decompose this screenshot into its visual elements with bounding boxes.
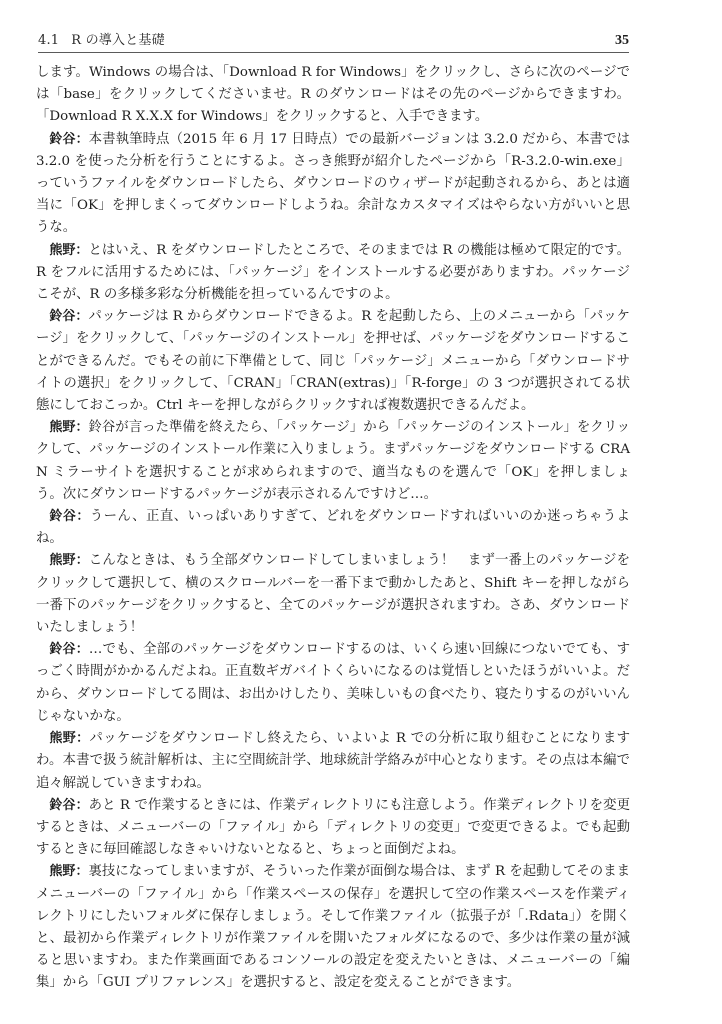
dialog-paragraph: [36, 795, 630, 862]
paragraph-text: …でも、全部のパッケージをダウンロードするのは、いくら速い回線につないでても、すっごく時間がかかるんだよね。正直数ギガバイトくらいになるのは覚悟しといたほうがいいよ。だから、ダウンロードしてる間は、お出かけしたり、美味しいもの食べたり、寝たりするのがいいんじゃないかな。: [36, 642, 630, 724]
speaker-separator: ：: [75, 420, 89, 436]
dialog-paragraph: [36, 240, 630, 307]
speaker-name: 熊野: [49, 731, 77, 747]
page-number: 35: [615, 33, 629, 48]
dialog-paragraph: [36, 306, 630, 417]
speaker-name: 熊野: [49, 420, 76, 436]
body-text: [36, 62, 630, 995]
dialog-paragraph: [36, 728, 630, 795]
dialog-paragraph: [36, 861, 630, 994]
paragraph-text: こんなときは、もう全部ダウンロードしてしまいましょう！ まず一番上のパッケージをクリックして選択して、横のスクロールバーを一番下まで動かしたあと、Shift キーを押しながら一番下のパッケージをクリックすると、全てのパッケージが選択されますわ。さあ、ダウンロードいたしましょう！: [36, 553, 630, 636]
speaker-name: 鈴谷: [49, 642, 76, 658]
dialog-paragraph: [36, 129, 630, 240]
speaker-separator: ：: [75, 864, 89, 880]
paragraph-text: あと R で作業するときには、作業ディレクトリにも注意しよう。作業ディレクトリを変更するときは、メニューバーの「ファイル」から「ディレクトリの変更」で変更できるよ。でも起動するときに毎回確認しなきゃいけないとなると、ちょっと面倒だよね。: [36, 797, 630, 858]
paragraph-continuation: [36, 62, 630, 129]
speaker-separator: ：: [75, 797, 89, 813]
dialog-paragraph: [36, 639, 630, 728]
speaker-name: 熊野: [49, 864, 76, 880]
speaker-separator: ：: [75, 242, 89, 258]
page-header: [38, 30, 629, 53]
section-title: R の導入と基礎: [71, 33, 165, 48]
dialog-paragraph: [36, 417, 630, 506]
speaker-name: 鈴谷: [49, 509, 77, 525]
section-number: 4.1: [38, 33, 60, 48]
dialog-paragraph: [36, 550, 630, 639]
paragraph-text: とはいえ、R をダウンロードしたところで、そのままでは R の機能は極めて限定的です。R をフルに活用するためには、「パッケージ」をインストールする必要がありますわ。パッケージこそが、R の多様多彩な分析機能を担っているんですのよ。: [36, 242, 630, 303]
paragraph-text: します。Windows の場合は、「Download R for Windows」をクリックし、さらに次のページでは「base」をクリックしてくださいませ。R のダウンロードはその先のページからできますわ。「Download R X.X.X for Windows」をクリックすると、入手できます。: [36, 65, 630, 125]
paragraph-text: パッケージは R からダウンロードできるよ。R を起動したら、上のメニューから「パッケージ」をクリックして、「パッケージのインストール」を押せば、パッケージをダウンロードすることができるんだ。でもその前に下準備として、同じ「パッケージ」メニューから「ダウンロードサイトの選択」をクリックして、「CRAN」「CRAN(extras)」「R-forge」の 3 つが選択されてる状態にしておこっか。Ctrl キーを押しながらクリックすれば複数選択できるんだよ。: [36, 309, 630, 414]
speaker-name: 鈴谷: [49, 309, 76, 325]
paragraph-text: 裏技になってしまいますが、そういった作業が面倒な場合は、まず R を起動してそのままメニューバーの「ファイル」から「作業スペースの保存」を選択して空の作業スペースを作業ディレクトリにしたいフォルダに保存しましょう。そして作業ファイル（拡張子が「.Rdata」）を開くと、最初から作業ディレクトリが作業ファイルを開いたフォルダになるので、多少は作業の量が減ると思いますわ。また作業画面であるコンソールの設定を変えたいときは、メニューバーの「編集」から「GUI プリファレンス」を選択すると、設定を変えることができます。: [36, 864, 630, 991]
dialog-paragraph: [36, 506, 630, 550]
speaker-name: 鈴谷: [49, 131, 76, 147]
speaker-name: 熊野: [49, 242, 76, 258]
paragraph-text: うーん、正直、いっぱいありすぎて、どれをダウンロードすればいいのか迷っちゃうよね。: [36, 509, 630, 547]
speaker-separator: ：: [76, 509, 90, 525]
speaker-separator: ：: [75, 553, 89, 569]
speaker-separator: ：: [75, 131, 89, 147]
paragraph-text: パッケージをダウンロードし終えたら、いよいよ R での分析に取り組むことになりますわ。本書で扱う統計解析は、主に空間統計学、地球統計学絡みが中心となります。その点は本編で追々解説していきますわね。: [36, 731, 630, 791]
paragraph-text: 鈴谷が言った準備を終えたら、「パッケージ」から「パッケージのインストール」をクリックして、パッケージのインストール作業に入りましょう。まずパッケージをダウンロードする CRAN ミラーサイトを選択することが求められますので、適当なものを選んで「OK」を押しましょう。次にダウンロードするパッケージが表示されるんですけど…。: [36, 420, 630, 502]
speaker-separator: ：: [75, 309, 89, 325]
speaker-name: 鈴谷: [49, 797, 76, 813]
paragraph-text: 本書執筆時点（2015 年 6 月 17 日時点）での最新バージョンは 3.2.0 だから、本書では 3.2.0 を使った分析を行うことにするよ。さっき熊野が紹介したページから「R-3.2.0-win.exe」っていうファイルをダウンロードしたら、ダウンロードのウィザードが起動されるから、あとは適当に「OK」を押しまくってダウンロードしようね。余計なカスタマイズはやらない方がいいと思うな。: [36, 131, 630, 236]
speaker-separator: ：: [75, 642, 89, 658]
speaker-separator: ：: [76, 731, 90, 747]
running-head: [38, 32, 165, 52]
speaker-name: 熊野: [49, 553, 76, 569]
